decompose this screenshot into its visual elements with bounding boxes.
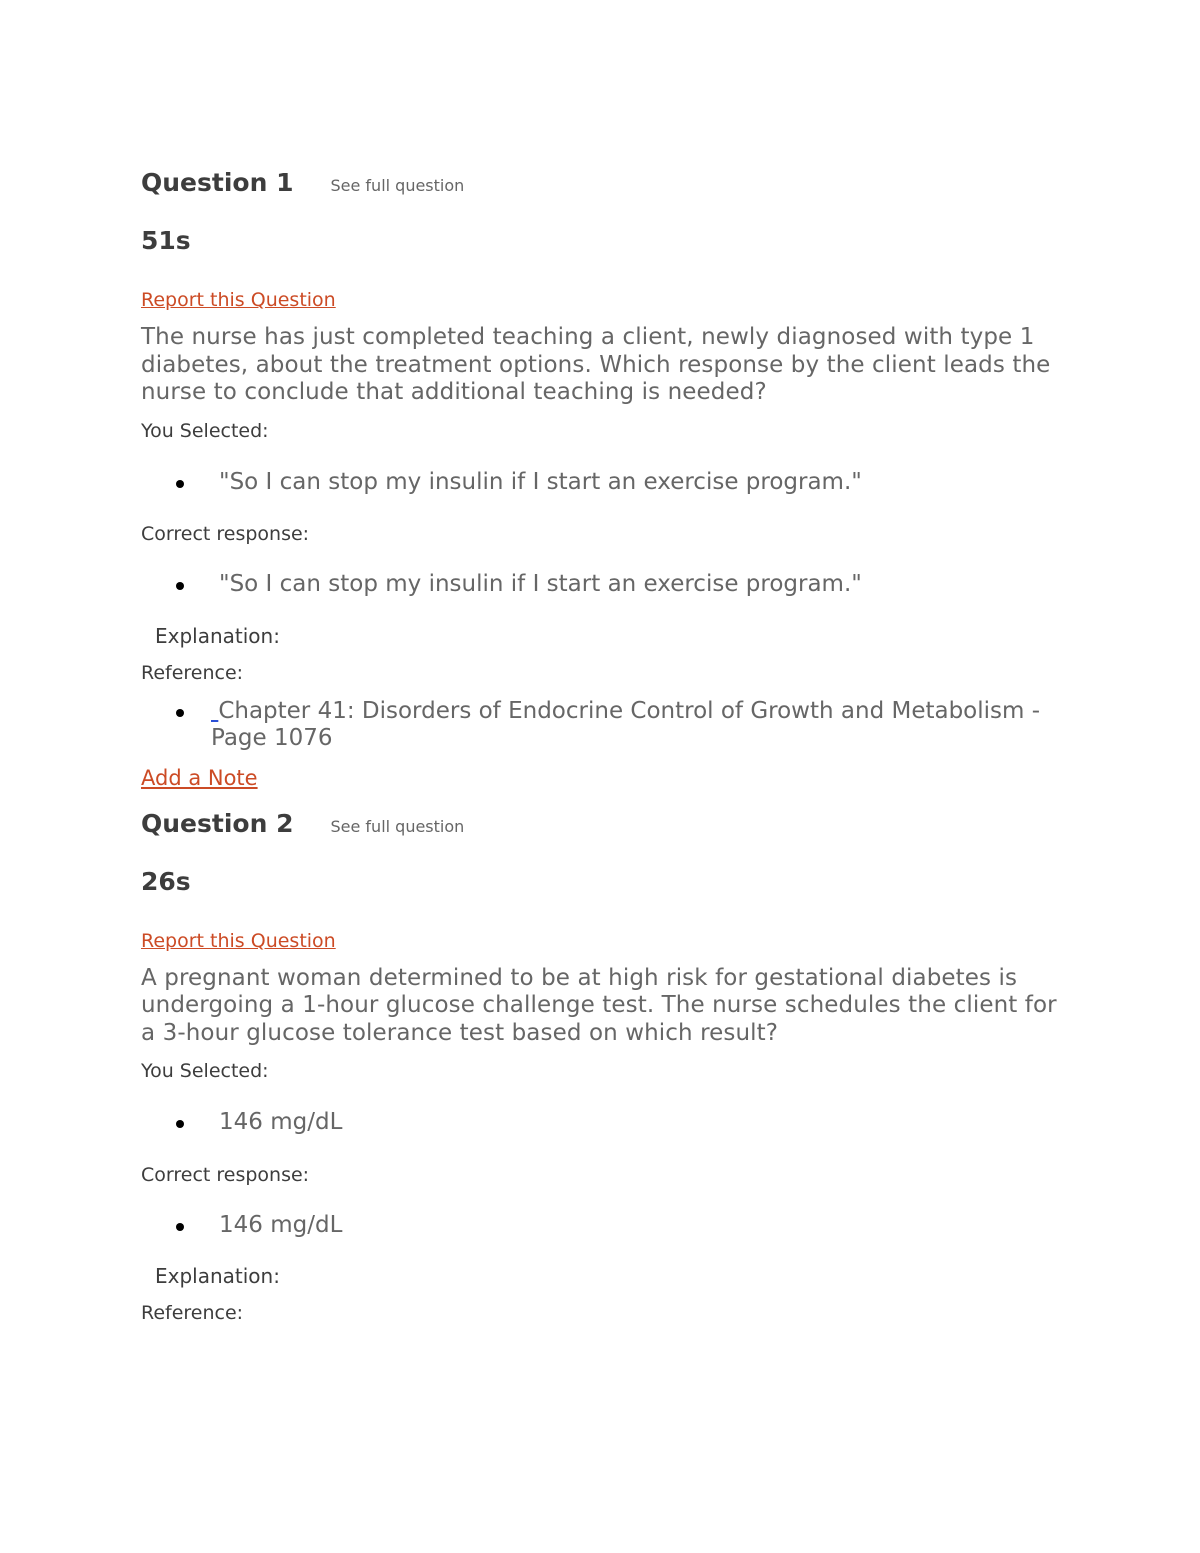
selected-answer-text: "So I can stop my insulin if I start an exercise program." — [219, 468, 862, 495]
you-selected-label: You Selected: — [141, 419, 269, 442]
report-question-link[interactable]: Report this Question — [141, 929, 336, 952]
question-2 — [141, 809, 1061, 1326]
explanation-label: Explanation: — [155, 623, 280, 648]
reference-label: Reference: — [141, 1302, 244, 1324]
correct-answer — [141, 1212, 1061, 1240]
question-time: 26s — [141, 866, 191, 896]
correct-answer-text: 146 mg/dL — [219, 1211, 343, 1238]
report-question-link[interactable]: Report this Question — [141, 289, 336, 311]
question-header — [141, 168, 1061, 197]
explanation-label: Explanation: — [155, 1264, 280, 1288]
question-text: The nurse has just completed teaching a client, newly diagnosed with type 1 diabetes, about the treatment options. Which response by the client leads the nurse to conclude that additional teaching is needed? — [141, 324, 1051, 405]
correct-response-label: Correct response: — [141, 1163, 310, 1186]
question-title: Question 2 — [141, 808, 294, 838]
correct-answer-text: "So I can stop my insulin if I start an exercise program." — [219, 571, 862, 597]
question-header — [141, 809, 1061, 838]
add-note-link[interactable]: Add a Note — [141, 765, 258, 790]
question-1 — [141, 168, 1061, 791]
correct-answer — [141, 571, 1061, 599]
correct-answer-list — [141, 1212, 1061, 1240]
question-text: A pregnant woman determined to be at high risk for gestational diabetes is undergoing a 1-hour glucose challenge test. The nurse schedules the client for a 3-hour glucose tolerance test based on which result? — [141, 964, 1057, 1046]
see-full-question-link[interactable]: See full question — [330, 176, 465, 195]
selected-answer-text: 146 mg/dL — [219, 1109, 343, 1135]
document-page — [141, 168, 1061, 1325]
you-selected-label: You Selected: — [141, 1060, 269, 1082]
reference-item — [141, 698, 1061, 753]
reference-text: Chapter 41: Disorders of Endocrine Control of Growth and Metabolism - Page 1076 — [211, 697, 1041, 751]
see-full-question-link[interactable]: See full question — [330, 816, 465, 836]
bullet-icon — [176, 709, 184, 717]
question-time: 51s — [141, 226, 191, 255]
bullet-icon — [176, 582, 184, 590]
bullet-icon — [176, 480, 184, 488]
correct-answer-list — [141, 571, 1061, 599]
selected-answer-list — [141, 1109, 1061, 1137]
bullet-icon — [176, 1120, 184, 1128]
selected-answer-list — [141, 469, 1061, 497]
selected-answer — [141, 469, 1061, 497]
reference-label: Reference: — [141, 661, 244, 684]
correct-response-label: Correct response: — [141, 523, 310, 545]
question-title: Question 1 — [141, 168, 294, 197]
bullet-icon — [176, 1223, 184, 1231]
selected-answer — [141, 1109, 1061, 1137]
reference-list — [141, 698, 1061, 753]
